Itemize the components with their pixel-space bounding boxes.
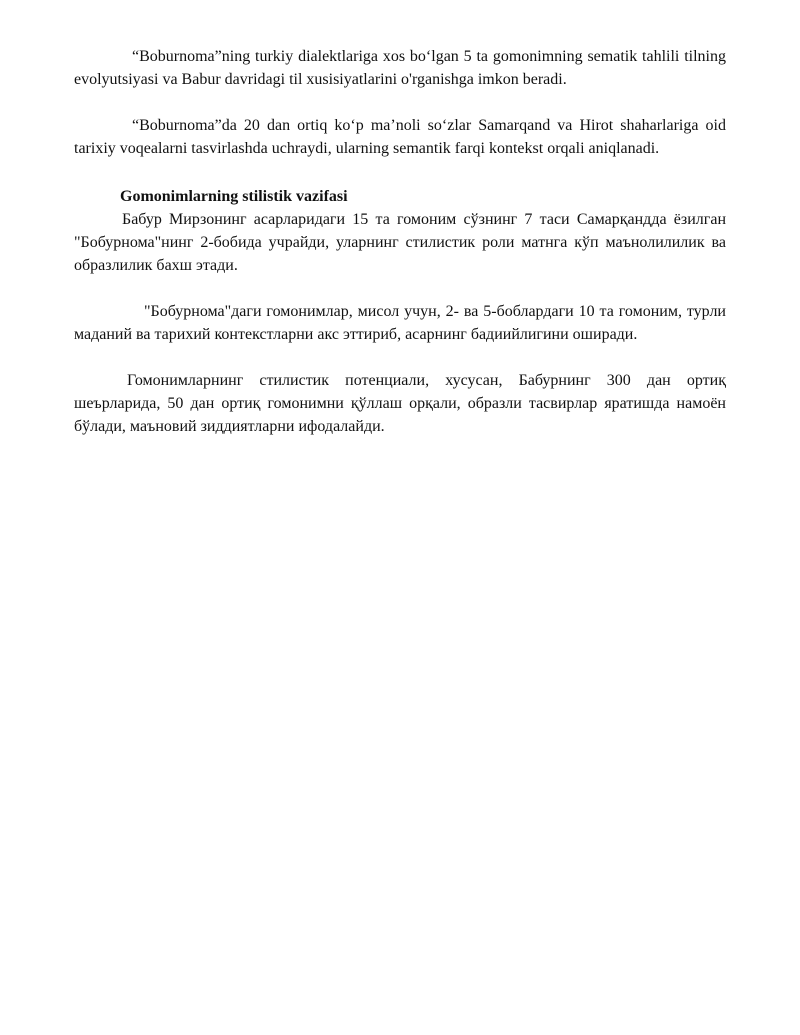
- paragraph-homonyms-count: Бабур Мирзонинг асарларидаги 15 та гомоним сўзнинг 7 таси Самарқандда ёзилган "Бобурнома"нинг 2-бобида учрайди, уларнинг стилистик роли матнга кўп маънолилилик ва образлилик бахш этади.: [74, 211, 726, 274]
- paragraph-homonyms-chapters: "Бобурнома"даги гомонимлар, мисол учун, 2- ва 5-боблардаги 10 та гомоним, турли маданий ва тарихий контекстларни акс эттириб, асарнинг бадиийлигини оширади.: [74, 303, 726, 343]
- paragraph-boburnoma-dialects: “Boburnoma”ning turkiy dialektlariga xos bo‘lgan 5 ta gomonimning sematik tahlili tilning evolyutsiyasi va Babur davridagi til xusisiyatlarini o'rganishga imkon beradi.: [74, 48, 726, 88]
- paragraph-stylistic-potential: Гомонимларнинг стилистик потенциали, хусусан, Бабурнинг 300 дан ортиқ шеърларида, 50 дан ортиқ гомонимни қўллаш орқали, образли тасвирлар яратишда намоён бўлади, маъновий зиддиятларни ифодалайди.: [74, 372, 726, 435]
- document-body: [74, 45, 726, 438]
- section-heading: Gomonimlarning stilistik vazifasi: [120, 188, 348, 205]
- paragraph-polysemous-words: “Boburnoma”da 20 dan ortiq ko‘p ma’noli so‘zlar Samarqand va Hirot shaharlariga oid tarixiy voqealarni tasvirlashda uchraydi, ularning semantik farqi kontekst orqali aniqlanadi.: [74, 117, 726, 157]
